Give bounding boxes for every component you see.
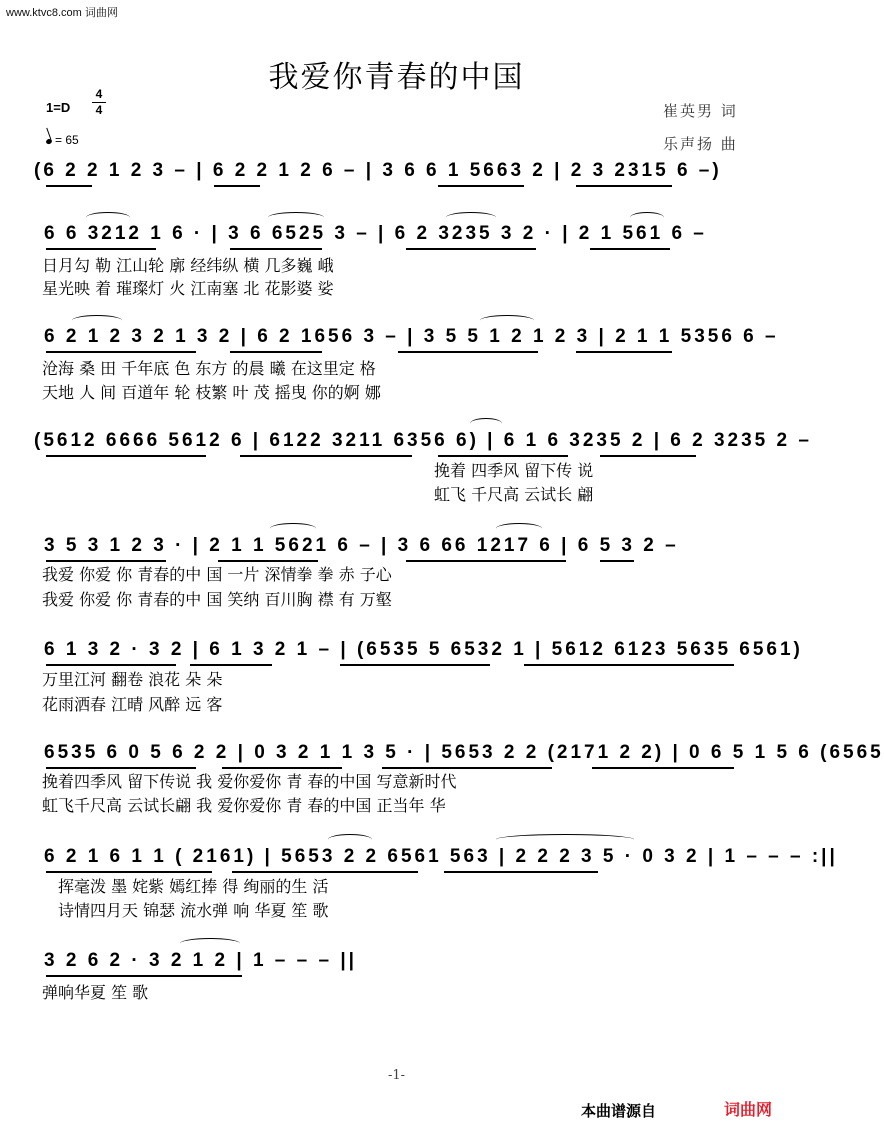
quarter-note-icon	[45, 138, 52, 145]
site-logo: 词曲网	[724, 1100, 773, 1119]
lyric-line-6-verse-2: 花雨洒春 江晴 风醉 远 客	[42, 695, 223, 714]
lyric-line-8-verse-2: 诗情四月天 锦瑟 流水弹 响 华夏 笙 歌	[58, 901, 329, 920]
site-watermark: www.ktvc8.com 词曲网	[6, 7, 118, 19]
notation-line-5: 3 5 3 1 2 3 · | 2 1 1 5621 6 – | 3 6 66 1217 6 | 6 5 3 2 –	[44, 535, 679, 556]
time-signature	[92, 88, 106, 117]
lyric-line-6-verse-1: 万里江河 翻卷 浪花 朵 朵	[42, 670, 223, 689]
lyric-line-8-verse-1: 挥毫泼 墨 姹紫 嫣红捧 得 绚丽的生 活	[58, 877, 329, 896]
lyric-line-2-verse-2: 星光映 着 璀璨灯 火 江南塞 北 花影婆 娑	[42, 279, 334, 298]
notation-line-7: 6535 6 0 5 6 2 2 | 0 3 2 1 1 3 5 · | 5653 2 2 (2171 2 2) | 0 6 5 1 5 6 (6565	[44, 742, 884, 763]
notation-line-6: 6 1 3 2 · 3 2 | 6 1 3 2 1 – | (6535 5 6532 1 | 5612 6123 5635 6561)	[44, 639, 803, 660]
notation-line-3: 6 2 1 2 3 2 1 3 2 | 6 2 1656 3 – | 3 5 5 1 2 1 2 3 | 2 1 1 5356 6 –	[44, 326, 779, 347]
page-number: -1-	[387, 1068, 406, 1083]
notation-line-8: 6 2 1 6 1 1 ( 2161) | 5653 2 2 6561 563 | 2 2 2 3 5 · 0 3 2 | 1 – – – :||	[44, 846, 838, 867]
notation-line-2: 6 6 3212 1 6 · | 3 6 6525 3 – | 6 2 3235 3 2 · | 2 1 561 6 –	[44, 223, 707, 244]
lyricist-credit: 崔英男 词	[663, 102, 738, 120]
composer-credit: 乐声扬 曲	[663, 135, 738, 153]
notation-line-1: (6 2 2 1 2 3 – | 6 2 2 1 2 6 – | 3 6 6 1 5663 2 | 2 3 2315 6 –)	[34, 160, 722, 181]
lyric-line-7-verse-2: 虹飞千尺高 云试长翩 我 爱你爱你 青 春的中国 正当年 华	[42, 796, 446, 815]
lyric-line-9: 弹响华夏 笙 歌	[42, 983, 149, 1002]
lyric-line-7-verse-1: 挽着四季风 留下传说 我 爱你爱你 青 春的中国 写意新时代	[42, 772, 457, 791]
time-signature-top: 4	[95, 87, 103, 101]
lyric-line-5-verse-2: 我爱 你爱 你 青春的中 国 笑纳 百川胸 襟 有 万壑	[42, 590, 392, 609]
tempo-value: = 65	[55, 133, 79, 147]
lyric-line-2-verse-1: 日月勾 勒 江山轮 廓 经纬纵 横 几多巍 峨	[42, 256, 334, 275]
key-signature: 1=D	[46, 100, 71, 115]
tempo-marking	[46, 133, 79, 147]
lyric-line-4-verse-2: 虹飞 千尺高 云试长 翩	[434, 485, 594, 504]
song-title: 我爱你青春的中国	[268, 60, 525, 95]
time-signature-bottom: 4	[95, 103, 103, 117]
lyric-line-3-verse-2: 天地 人 间 百道年 轮 枝繁 叶 茂 摇曳 你的婀 娜	[42, 383, 381, 402]
lyric-line-3-verse-1: 沧海 桑 田 千年底 色 东方 的晨 曦 在这里定 格	[42, 359, 376, 378]
source-label: 本曲谱源自	[581, 1102, 657, 1120]
notation-line-4: (5612 6666 5612 6 | 6122 3211 6356 6) | 6 1 6 3235 2 | 6 2 3235 2 –	[34, 430, 812, 451]
notation-line-9: 3 2 6 2 · 3 2 1 2 | 1 – – – ||	[44, 950, 357, 971]
lyric-line-4-verse-1: 挽着 四季风 留下传 说	[434, 461, 594, 480]
lyric-line-5-verse-1: 我爱 你爱 你 青春的中 国 一片 深情拳 拳 赤 子心	[42, 565, 392, 584]
